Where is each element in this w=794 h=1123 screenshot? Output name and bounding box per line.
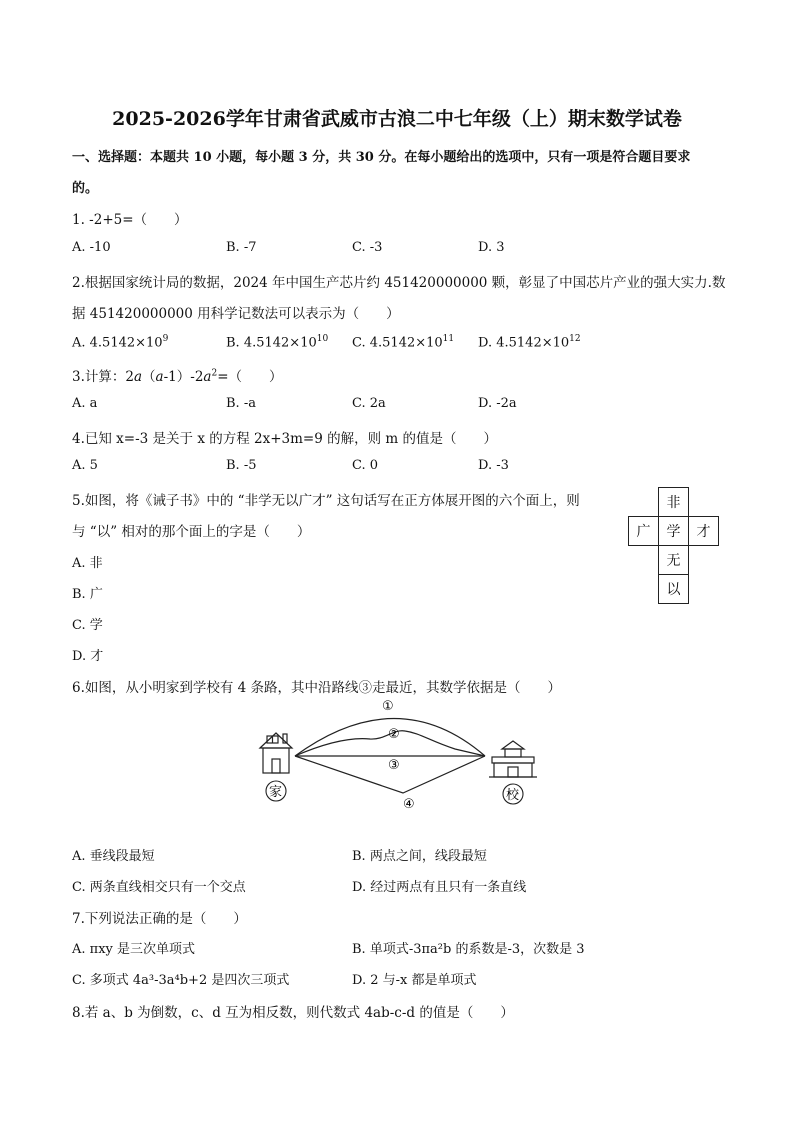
- q4-option-a: A. 5: [72, 458, 98, 473]
- section-instructions-line2: 的。: [72, 181, 99, 196]
- q5-option-c: C. 学: [72, 618, 103, 633]
- q4-option-b: B. -5: [226, 458, 257, 473]
- q6-option-b: B. 两点之间，线段最短: [352, 849, 487, 864]
- q7-option-d: D. 2 与-x 都是单项式: [352, 973, 477, 988]
- home-label: 家: [269, 785, 283, 800]
- q2-stem-line2: 据 451420000000 用科学记数法可以表示为（ ）: [72, 306, 400, 322]
- route-label-3: ③: [388, 758, 400, 773]
- q3-stem: 3.计算：$2a(a-1)-2a^2=$（ ）: [72, 368, 283, 385]
- net-face-bottom: 以: [658, 574, 689, 604]
- net-face-top: 非: [658, 487, 689, 517]
- net-face-right: 才: [688, 516, 719, 546]
- q2-option-d: D. $4.5142\times 10^{12}$: [478, 334, 581, 351]
- q4-option-d: D. -3: [478, 458, 509, 473]
- q1-option-d: D. 3: [478, 240, 505, 255]
- q1-option-c: C. -3: [352, 240, 383, 255]
- q5-stem-line1: 5.如图，将《诫子书》中的 “非学无以广才” 这句话写在正方体展开图的六个面上，则: [72, 493, 580, 509]
- q8-stem: 8.若 a、b 为倒数，c、d 互为相反数，则代数式 4ab-c-d 的值是（ ）: [72, 1005, 514, 1021]
- q6-option-d: D. 经过两点有且只有一条直线: [352, 880, 527, 895]
- net-face-below: 无: [658, 545, 689, 575]
- route-label-2: ②: [388, 727, 400, 742]
- q2-stem-line1: 2.根据国家统计局的数据，2024 年中国生产芯片约 451420000000 颗，彰显了中国芯片产业的强大实力.数: [72, 275, 726, 291]
- q5-option-d: D. 才: [72, 649, 104, 664]
- q1-option-a: A. -10: [72, 240, 111, 255]
- q1-option-b: B. -7: [226, 240, 257, 255]
- route-map-figure: [255, 693, 545, 813]
- q7-option-a: A. πxy 是三次单项式: [72, 942, 196, 957]
- q7-option-b: B. 单项式-3πa²b 的系数是-3，次数是 3: [352, 942, 585, 957]
- route-label-4: ④: [403, 797, 415, 812]
- q1-stem: 1. -2+5=（ ）: [72, 212, 188, 228]
- q2-option-c: C. $4.5142\times 10^{11}$: [352, 334, 455, 351]
- q3-option-a: A. a: [72, 396, 98, 411]
- section-instructions-line1: 一、选择题：本题共 10 小题，每小题 3 分，共 30 分。在每小题给出的选项中，只有一项是符合题目要求: [72, 150, 691, 165]
- q5-stem-line2: 与 “以” 相对的那个面上的字是（ ）: [72, 524, 311, 540]
- route-label-1: ①: [382, 699, 394, 714]
- q4-stem: 4.已知 x=-3 是关于 x 的方程 2x+3m=9 的解，则 m 的值是（ ）: [72, 431, 498, 447]
- q2-option-b: B. $4.5142\times 10^{10}$: [226, 334, 329, 351]
- q6-stem: 6.如图，从小明家到学校有 4 条路，其中沿路线③走最近，其数学依据是（ ）: [72, 680, 562, 696]
- q7-stem: 7.下列说法正确的是（ ）: [72, 911, 247, 927]
- q7-option-c: C. 多项式 4a³-3a⁴b+2 是四次三项式: [72, 973, 290, 988]
- q3-option-d: D. -2a: [478, 396, 517, 411]
- house-icon: [260, 733, 292, 773]
- q5-option-a: A. 非: [72, 556, 103, 571]
- q2-option-a: A. $4.5142\times 10^9$: [72, 334, 169, 351]
- school-label: 校: [506, 788, 520, 803]
- net-face-center: 学: [658, 516, 689, 546]
- q3-option-b: B. -a: [226, 396, 256, 411]
- q4-option-c: C. 0: [352, 458, 379, 473]
- school-icon: [489, 741, 537, 777]
- q3-option-c: C. 2a: [352, 396, 386, 411]
- q6-option-c: C. 两条直线相交只有一个交点: [72, 880, 246, 895]
- net-face-left: 广: [628, 516, 659, 546]
- q6-option-a: A. 垂线段最短: [72, 849, 155, 864]
- page-title: 2025-2026学年甘肃省武威市古浪二中七年级（上）期末数学试卷: [112, 108, 682, 130]
- q5-option-b: B. 广: [72, 587, 103, 602]
